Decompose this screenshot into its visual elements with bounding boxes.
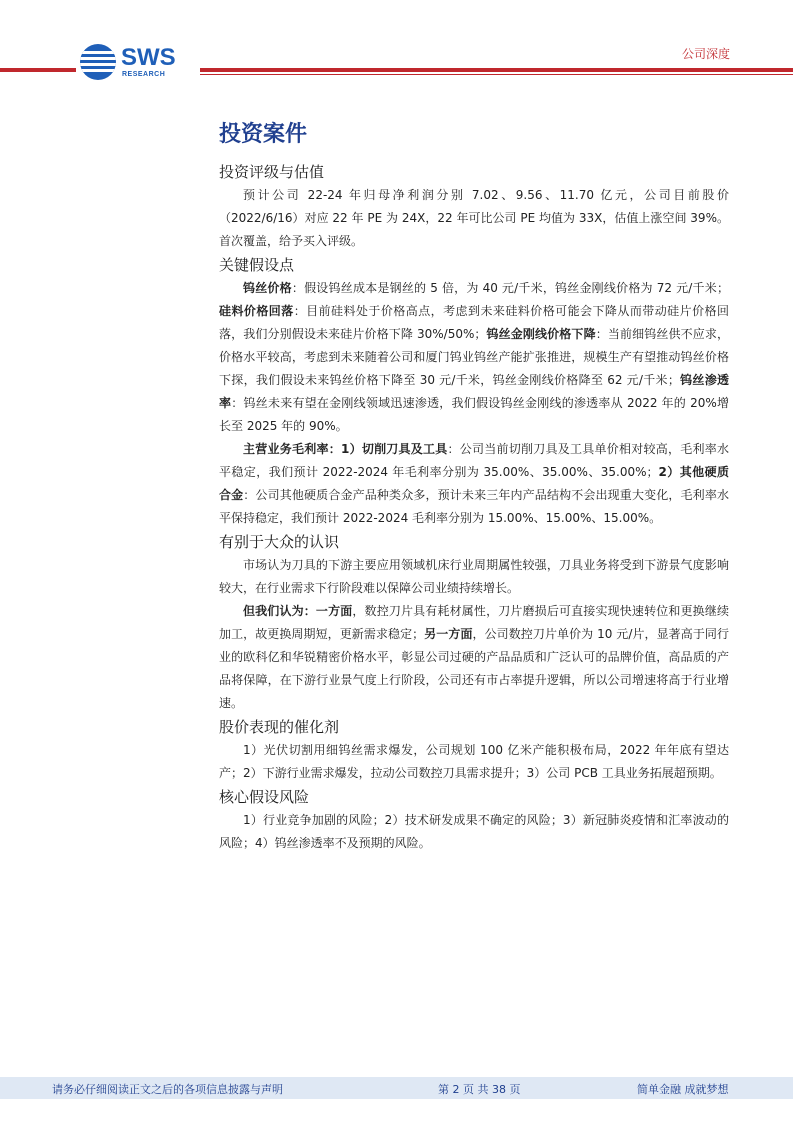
bold-run: 钨丝渗透率	[219, 373, 729, 410]
bold-run: 主营业务毛利率：1）切削刀具及工具	[243, 442, 448, 456]
text-run: ：假设钨丝成本是钢丝的 5 倍，为 40 元/千米，钨丝金刚线价格为 72 元/千米；	[291, 281, 729, 295]
text-run: 1）光伏切割用细钨丝需求爆发，公司规划 100 亿米产能积极布局，2022 年年底有望达产；2）下游行业需求爆发，拉动公司数控刀具需求提升；3）公司 PCB 工具业务拓展超预期。	[219, 743, 729, 780]
report-type-tag: 公司深度	[681, 47, 730, 61]
sws-logo	[80, 44, 190, 82]
bold-run: 但我们认为：一方面	[243, 604, 353, 618]
body-paragraph	[219, 277, 729, 438]
bold-run: 硅料价格回落	[219, 304, 294, 318]
section-heading: 核心假设风险	[219, 788, 310, 806]
bold-run: 2）其他硬质合金	[219, 465, 729, 502]
text-run: ：钨丝未来有望在金刚线领域迅速渗透，我们假设钨丝金刚线的渗透率从 2022 年的 20%增长至 2025 年的 90%。	[219, 396, 729, 433]
header-rule-left	[0, 68, 76, 72]
page-header	[0, 0, 793, 90]
text-run: ：公司其他硬质合金产品种类众多，预计未来三年内产品结构不会出现重大变化，毛利率水平保持稳定，我们预计 2022-2024 毛利率分别为 15.00%、15.00%、15.00%。	[219, 488, 729, 525]
bold-run: 另一方面	[424, 627, 473, 641]
logo-text: SWS	[121, 44, 176, 71]
section-heading: 有别于大众的认识	[219, 533, 340, 551]
body-paragraph	[219, 554, 729, 600]
section-heading: 关键假设点	[219, 256, 295, 274]
text-run: ，数控刀片具有耗材属性，刀片磨损后可直接实现快速转位和更换继续加工，故更换周期短，更新需求稳定；	[219, 604, 729, 641]
page-title: 投资案件	[219, 122, 308, 147]
header-rule-thin	[200, 74, 793, 75]
section-heading: 股价表现的催化剂	[219, 718, 340, 736]
section-heading: 投资评级与估值	[219, 163, 325, 181]
bold-run: 钨丝价格	[243, 281, 292, 295]
body-paragraph	[219, 809, 729, 855]
bold-run: 钨丝金刚线价格下降	[486, 327, 596, 341]
body-paragraph	[219, 739, 729, 785]
text-run: 预计公司 22-24 年归母净利润分别 7.02、9.56、11.70 亿元，公司目前股价（2022/6/16）对应 22 年 PE 为 24X，22 年可比公司 PE 均值为 33X，估值上涨空间 39%。首次覆盖，给予买入评级。	[219, 188, 729, 248]
text-run: ：当前细钨丝供不应求，价格水平较高，考虑到未来随着公司和厦门钨业钨丝产能扩张推进，规模生产有望推动钨丝价格下探，我们假设未来钨丝价格下降至 30 元/千米，钨丝金刚线价格降至 62 元/千米；	[219, 327, 729, 387]
footer-disclaimer: 请务必仔细阅读正文之后的各项信息披露与声明	[52, 1083, 283, 1096]
sections-container	[219, 160, 729, 855]
body-paragraph	[219, 438, 729, 530]
body-paragraph	[219, 600, 729, 715]
logo-mark-icon	[80, 44, 116, 80]
body-paragraph	[219, 184, 729, 253]
main-content	[219, 118, 729, 855]
text-run: 1）行业竞争加剧的风险；2）技术研发成果不确定的风险；3）新冠肺炎疫情和汇率波动的风险；4）钨丝渗透率不及预期的风险。	[219, 813, 729, 850]
text-run: ：目前硅料处于价格高点，考虑到未来硅料价格可能会下降从而带动硅片价格回落，我们分别假设未来硅片价格下降 30%/50%；	[219, 304, 729, 341]
logo-subtext: RESEARCH	[122, 71, 166, 78]
text-run: ：公司当前切削刀具及工具单价相对较高，毛利率水平稳定，我们预计 2022-2024 年毛利率分别为 35.00%、35.00%、35.00%；	[219, 442, 729, 479]
header-rule-right	[200, 68, 793, 72]
text-run: ，公司数控刀片单价为 10 元/片，显著高于同行业的欧科亿和华锐精密价格水平，彰显公司过硬的产品品质和广泛认可的品牌价值，高品质的产品将保障，在下游行业景气度上行阶段，公司还有市占率提升逻辑，所以公司增速将高于行业增速。	[219, 627, 729, 710]
text-run: 市场认为刀具的下游主要应用领域机床行业周期属性较强，刀具业务将受到下游景气度影响较大，在行业需求下行阶段难以保障公司业绩持续增长。	[219, 558, 729, 595]
footer-slogan: 简单金融 成就梦想	[637, 1083, 729, 1096]
footer-page-number: 第 2 页 共 38 页	[438, 1083, 521, 1096]
page-footer	[0, 1077, 793, 1099]
